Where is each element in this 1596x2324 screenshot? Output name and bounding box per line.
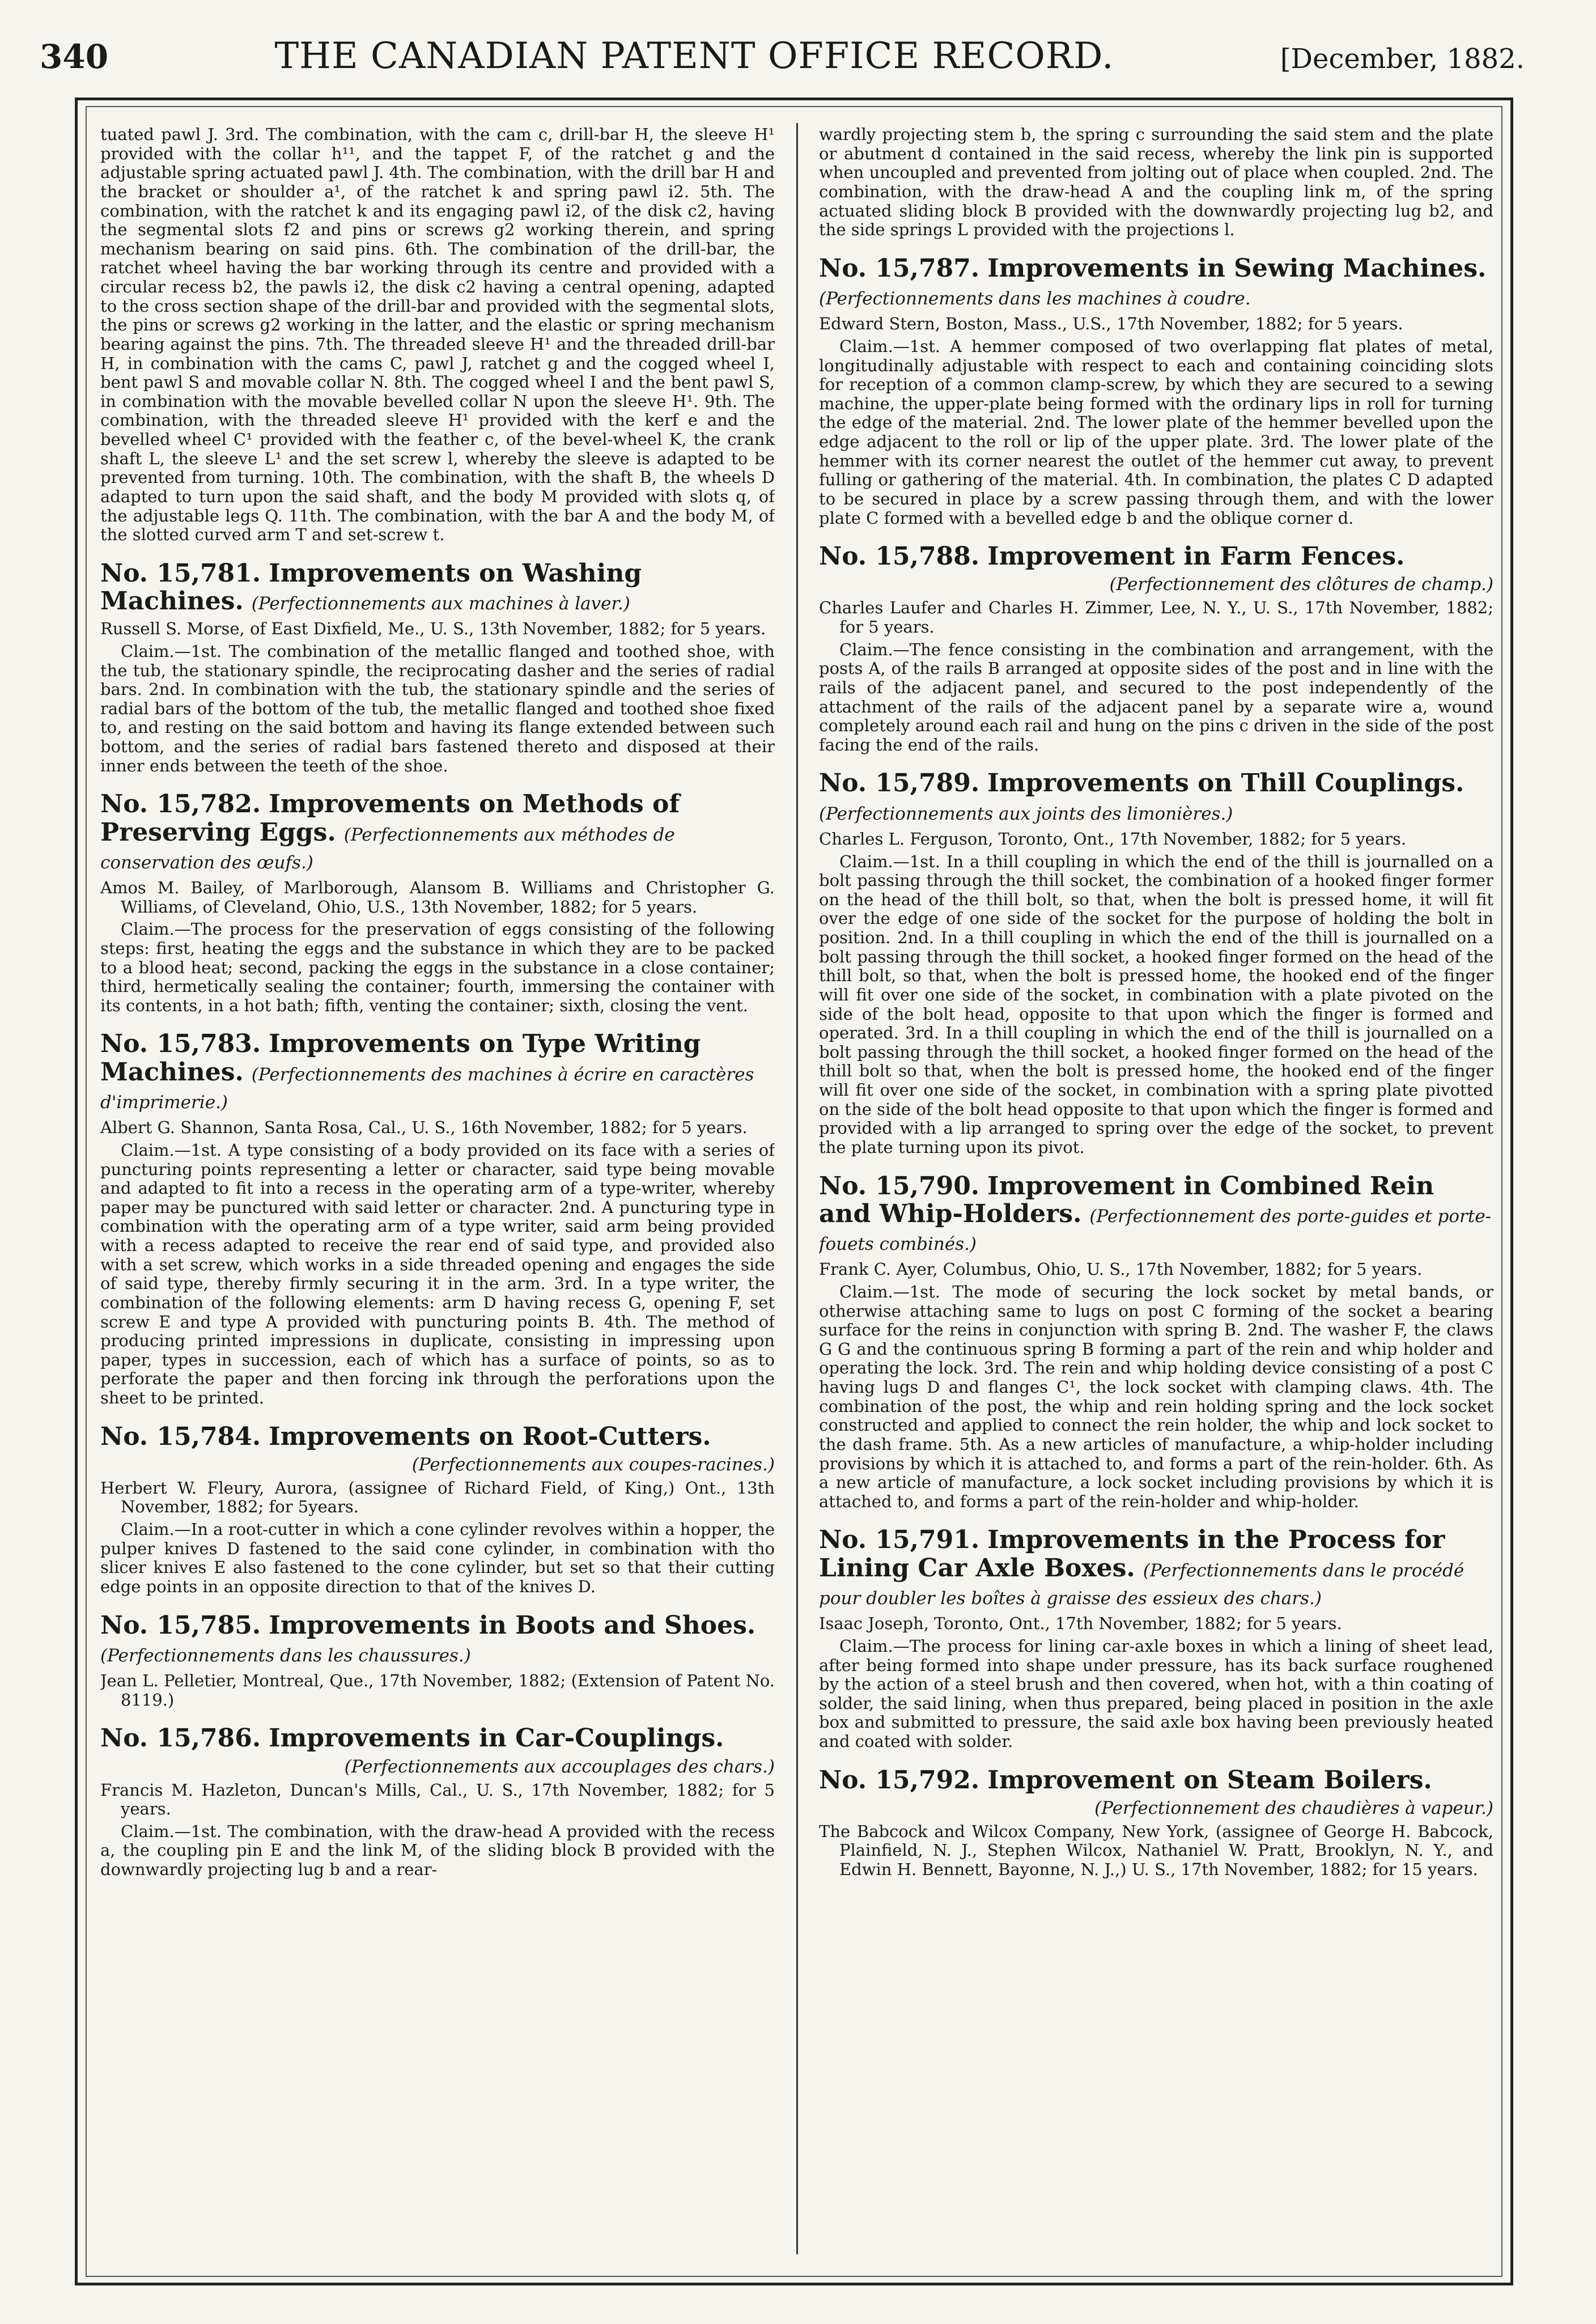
patent-number: No. 15,785. [100, 1610, 261, 1640]
patent-title: Improvements on Methods of Preserving Eggs. [100, 790, 680, 847]
claim-text: Claim.—The process for the preservation of eggs consisting of the following steps: first, heating the eggs and the substance in which they are to be packed to a blood heat; second, packing the eggs in the substance in a close container; third, hermetically sealing the container; fourth, immersing the container with its contents, in a hot bath; fifth, venting the container; sixth, closing the vent. [100, 919, 775, 1015]
inventor-line: Isaac Joseph, Toronto, Ont., 17th November, 1882; for 5 years. [819, 1614, 1342, 1634]
patent-title: Improvements on Type Writing Machines. [100, 1029, 701, 1087]
patent-title: Improvements on Root-Cutters. [269, 1422, 711, 1451]
patent-number: No. 15,788. [819, 542, 980, 571]
entry-heading [100, 1030, 775, 1114]
patent-title: Improvements in Sewing Machines. [987, 253, 1487, 283]
patent-number: No. 15,783. [100, 1029, 261, 1059]
french-title: (Perfectionnements dans les chaussures.) [100, 1645, 471, 1666]
french-title: (Perfectionnement des chaudières à vapeur.) [1094, 1797, 1493, 1818]
patent-entry-15789 [819, 769, 1493, 1157]
french-title: (Perfectionnements aux méthodes de conservation des œufs.) [100, 824, 675, 873]
inventor-line: Amos M. Bailey, of Marlborough, Alansom B. Williams and Christopher G. Williams, of Cleveland, Ohio, U.S., 13th November, 1882; for 5 years. [100, 878, 775, 917]
patent-number: No. 15,789. [819, 769, 980, 798]
patent-entry-15784 [100, 1423, 775, 1597]
patent-title: Improvements in Boots and Shoes. [269, 1610, 756, 1640]
right-column [819, 125, 1493, 2245]
inventor-line: Edward Stern, Boston, Mass., U.S., 17th November, 1882; for 5 years. [819, 314, 1403, 334]
patent-entry-15782 [100, 790, 775, 1015]
french-title: (Perfectionnement des clôtures de champ.) [1109, 574, 1493, 595]
patent-entry-15783 [100, 1030, 775, 1407]
patent-entry-15786 [100, 1724, 775, 1879]
continued-claim-text: wardly projecting stem b, the spring c surrounding the said stem and the plate or abutment d contained in the said recess, whereby the link pin is supported when uncoupled and prevented from jolting out of place when coupled. 2nd. The combination, with the draw-head A and the coupling link m, of the spring actuated sliding block B provided with the downwardly projecting lug b2, and the side springs L provided with the projections l. [819, 125, 1493, 240]
entry-heading [100, 1611, 775, 1668]
patent-entry-15791 [819, 1526, 1493, 1751]
inventor-line: Herbert W. Fleury, Aurora, (assignee of Richard Field, of King,) Ont., 13th November, 1882; for 5years. [100, 1478, 775, 1517]
patent-entry-15790 [819, 1172, 1493, 1512]
claim-text: Claim.—1st. The combination of the metallic flanged and toothed shoe, with the tub, the stationary spindle, the reciprocating dasher and the series of radial bars. 2nd. In combination with the tub, the stationary spindle and the series of radial bars of the bottom of the tub, the metallic flanged and toothed shoe fixed to, and resting on the said bottom and having its flange extended between such bottom, and the series of radial bars fastened thereto and disposed at their inner ends between the teeth of the shoe. [100, 641, 775, 775]
patent-number: No. 15,784. [100, 1422, 261, 1451]
inventor-line: Francis M. Hazleton, Duncan's Mills, Cal., U. S., 17th November, 1882; for 5 years. [100, 1780, 775, 1819]
page-number: 340 [40, 37, 109, 76]
patent-title: Improvements in Car-Couplings. [269, 1724, 724, 1753]
left-column [100, 125, 775, 2245]
inventor-line: The Babcock and Wilcox Company, New York, (assignee of George H. Babcock, Plainfield, N. J., Stephen Wilcox, Nathaniel W. Pratt, Brooklyn, N. Y., and Edwin H. Bennett, Bayonne, N. J.,) U. S., 17th November, 1882; for 15 years. [819, 1821, 1493, 1880]
inventor-line: Charles Laufer and Charles H. Zimmer, Lee, N. Y., U. S., 17th November, 1882; for 5 years. [819, 598, 1493, 637]
entry-heading [819, 1172, 1493, 1256]
publication-title: THE CANADIAN PATENT OFFICE RECORD. [274, 35, 1114, 77]
french-title: (Perfectionnements aux accouplages des chars.) [344, 1756, 775, 1777]
entry-heading [819, 769, 1493, 825]
entry-heading [819, 542, 1493, 570]
inventor-line: Albert G. Shannon, Santa Rosa, Cal., U. S., 16th November, 1882; for 5 years. [100, 1118, 748, 1138]
entry-heading [819, 1526, 1493, 1610]
column-divider [796, 123, 798, 2254]
inventor-line: Frank C. Ayer, Columbus, Ohio, U. S., 17th November, 1882; for 5 years. [819, 1259, 1423, 1279]
continued-claim-text: tuated pawl J. 3rd. The combination, with the cam c, drill-bar H, the sleeve H¹ provided with the collar h¹¹, and the tappet F, of the ratchet g and the adjustable spring actuated pawl J. 4th. The combination, with the drill bar H and the bracket or shoulder a¹, of the ratchet k and spring pawl i2. 5th. The combination, with the ratchet k and its engaging pawl i2, of the disk c2, having the segmental slots f2 and pins or screws g2 working therein, and spring mechanism bearing on said pins. 6th. The combination of the drill-bar, the ratchet wheel having the bar working through its centre and provided with a circular recess b2, the pawls i2, the disk c2 having a central opening, adapted to the cross section shape of the drill-bar and provided with the segmental slots, the pins or screws g2 working in the latter, and the elastic or spring mechanism bearing against the pins. 7th. The threaded sleeve H¹ and the threaded drill-bar H, in combination with the cams C, pawl J, ratchet g and the cogged wheel I, bent pawl S and movable collar N. 8th. The cogged wheel I and the bent pawl S, in combination with the movable bevelled collar N upon the sleeve H¹. 9th. The combination, with the threaded sleeve H¹ provided with the kerf e and the bevelled wheel C¹ provided with the feather c, of the bevel-wheel K, the crank shaft L, the sleeve L¹ and the set screw l, whereby the sleeve is adapted to be prevented from turning. 10th. The combination, with the shaft B, the wheels D adapted to turn upon the said shaft, and the body M provided with slots q, of the adjustable legs Q. 11th. The combination, with the bar A and the body M, of the slotted curved arm T and set-screw t. [100, 125, 775, 545]
patent-number: No. 15,792. [819, 1765, 980, 1795]
claim-text: Claim.—1st. The mode of securing the lock socket by metal bands, or otherwise attaching same to lugs on post C forming of the socket a bearing surface for the reins in conjunction with spring B. 2nd. The washer F, the claws G G and the continuous spring B forming a part of the rein and whip holder and operating the lock. 3rd. The rein and whip holding device consisting of a post C having lugs D and flanges C¹, the lock socket with clamping claws. 4th. The combination of the post, the whip and rein holding spring and the lock socket constructed and applied to connect the rein holder, the whip and lock socket to the dash frame. 5th. As a new articles of manufacture, a whip-holder including provisions by which it is attached to, and forms a part of the rein-holder. 6th. As a new article of manufacture, a lock socket including provisions by which it is attached to, and forms a part of the rein-holder and whip-holder. [819, 1282, 1493, 1511]
patent-title: Improvements on Thill Couplings. [987, 769, 1465, 798]
claim-text: Claim.—1st. A type consisting of a body provided on its face with a series of puncturing points representing a letter or character, said type being movable and adapted to fit into a recess in the operating arm of a type-writer, whereby paper may be punctured with said letter or character. 2nd. A puncturing type in combination with the operating arm of a type writer, said arm being provided with a recess adapted to receive the rear end of said type, and provided also with a set screw, which works in a side threaded opening and engages the side of said type, thereby firmly securing it in the arm. 3rd. In a type writer, the combination of the following elements: arm D having recess G, opening F, set screw E and type A provided with puncturing points B. 4th. The method of producing printed impressions in duplicate, consisting in impressing upon paper, types in succession, each of which has a surface of points, so as to perforate the paper and then forcing ink through the perforations upon the sheet to be printed. [100, 1140, 775, 1407]
patent-entry-15785 [100, 1611, 775, 1710]
patent-title: Improvement on Steam Boilers. [987, 1765, 1432, 1795]
claim-text: Claim.—In a root-cutter in which a cone cylinder revolves within a hopper, the pulper knives D fastened to the said cone cylinder, in combination with tho slicer knives E also fastened to the cone cylinder, but set so that their cutting edge points in an opposite direction to that of the knives D. [100, 1520, 775, 1596]
patent-entry-15788 [819, 542, 1493, 754]
page-header [40, 35, 1525, 80]
patent-number: No. 15,782. [100, 790, 261, 819]
inventor-line: Russell S. Morse, of East Dixfield, Me., U. S., 13th November, 1882; for 5 years. [100, 619, 766, 639]
entry-heading [100, 1423, 775, 1451]
patent-number: No. 15,787. [819, 253, 980, 283]
patent-number: No. 15,790. [819, 1171, 980, 1201]
entry-heading [100, 790, 775, 874]
patent-number: No. 15,786. [100, 1724, 261, 1753]
page-frame [75, 97, 1513, 2285]
claim-text: Claim.—The process for lining car-axle boxes in which a lining of sheet lead, after being formed into shape under pressure, has its back surface roughened by the action of a steel brush and then covered, when hot, with a thin coating of solder, the said lining, when thus prepared, being placed in position in the axle box and submitted to pressure, the said axle box having been previously heated and coated with solder. [819, 1636, 1493, 1751]
french-title: (Perfectionnements dans le procédé pour doubler les boîtes à graisse des essieux des chars.) [819, 1560, 1465, 1609]
claim-text: Claim.—1st. The combination, with the draw-head A provided with the recess a, the coupling pin E and the link M, of the sliding block B provided with the downwardly projecting lug b and a rear- [100, 1821, 775, 1880]
french-title: (Perfectionnements des machines à écrire en caractères d'imprimerie.) [100, 1064, 754, 1113]
french-title: (Perfectionnement des porte-guides et porte-fouets combinés.) [819, 1206, 1492, 1255]
french-title: (Perfectionnements dans les machines à coudre. [819, 289, 1251, 309]
patent-number: No. 15,781. [100, 558, 261, 588]
patent-number: No. 15,791. [819, 1525, 980, 1555]
entry-heading [819, 1766, 1493, 1794]
inventor-line: Charles L. Ferguson, Toronto, Ont., 17th November, 1882; for 5 years. [819, 829, 1407, 849]
french-title: (Perfectionnements aux machines à laver.) [251, 593, 630, 614]
claim-text: Claim.—The fence consisting in the combination and arrangement, with the posts A, of the rails B arranged at opposite sides of the post and in line with the rails of the adjacent panel, and secured to the post independently of the attachment of the rails of the adjacent panel by a separate wire a, wound completely around each rail and hung on the pins c driven in the side of the post facing the end of the rails. [819, 639, 1493, 754]
entry-heading [100, 559, 775, 616]
patent-entry-15792 [819, 1766, 1493, 1880]
french-title: (Perfectionnements aux joints des limonières.) [819, 803, 1233, 824]
patent-title: Improvement in Farm Fences. [987, 542, 1405, 571]
issue-date: [December, 1882. [1280, 43, 1525, 75]
patent-title: Improvement in Combined Rein and Whip-Holders. [819, 1171, 1434, 1228]
french-title: (Perfectionnements aux coupes-racines.) [411, 1454, 775, 1475]
patent-title: Improvements in the Process for Lining Car Axle Boxes. [819, 1525, 1445, 1583]
patent-entry-15787 [819, 255, 1493, 528]
inventor-line: Jean L. Pelletier, Montreal, Que., 17th November, 1882; (Extension of Patent No. 8119.) [100, 1671, 775, 1710]
patent-entry-15781 [100, 559, 775, 776]
claim-text: Claim.—1st. In a thill coupling in which the end of the thill is journalled on a bolt passing through the thill socket, the combination of a hooked finger former on the head of the thill bolt, so that, when the bolt is pressed home, it will fit over the edge of one side of the socket for the purpose of holding the bolt in position. 2nd. In a thill coupling in which the end of the thill is journalled on a bolt passing through the thill socket, a hooked finger formed on the head of the thill bolt, so that, when the bolt is pressed home, the hooked end of the finger will fit over one side of the socket, in combination with a plate pivoted on the side of the bolt head, opposite to that upon which the finger is formed and operated. 3rd. In a thill coupling in which the end of the thill is journalled on a bolt passing through the thill socket, a hooked finger formed on the head of the thill bolt so that, when the bolt is pressed home, the hooked end of the finger will fit over one side of the socket, in combination with a spring plate pivotted on the side of the bolt head opposite to that upon which the finger is formed and provided with a lip arranged to spring over the edge of the socket, to prevent the plate turning upon its pivot. [819, 851, 1493, 1157]
claim-text: Claim.—1st. A hemmer composed of two overlapping flat plates of metal, longitudinally adjustable with respect to each and containing coinciding slots for reception of a common clamp-screw, by which they are secured to a sewing machine, the upper-plate being formed with the ordinary lips in roll for turning the edge of the material. 2nd. The lower plate of the hemmer bevelled upon the edge adjacent to the roll or lip of the upper plate. 3rd. The lower plate of the hemmer with its corner nearest the outlet of the hemmer cut away, to prevent fulling or gathering of the material. 4th. In combination, the plates C D adapted to be secured in place by a screw passing through them, and with the lower plate C formed with a bevelled edge b and the oblique corner d. [819, 336, 1493, 528]
patent-title: Improvements on Washing Machines. [100, 558, 642, 616]
entry-heading [100, 1724, 775, 1752]
entry-heading [819, 255, 1493, 311]
